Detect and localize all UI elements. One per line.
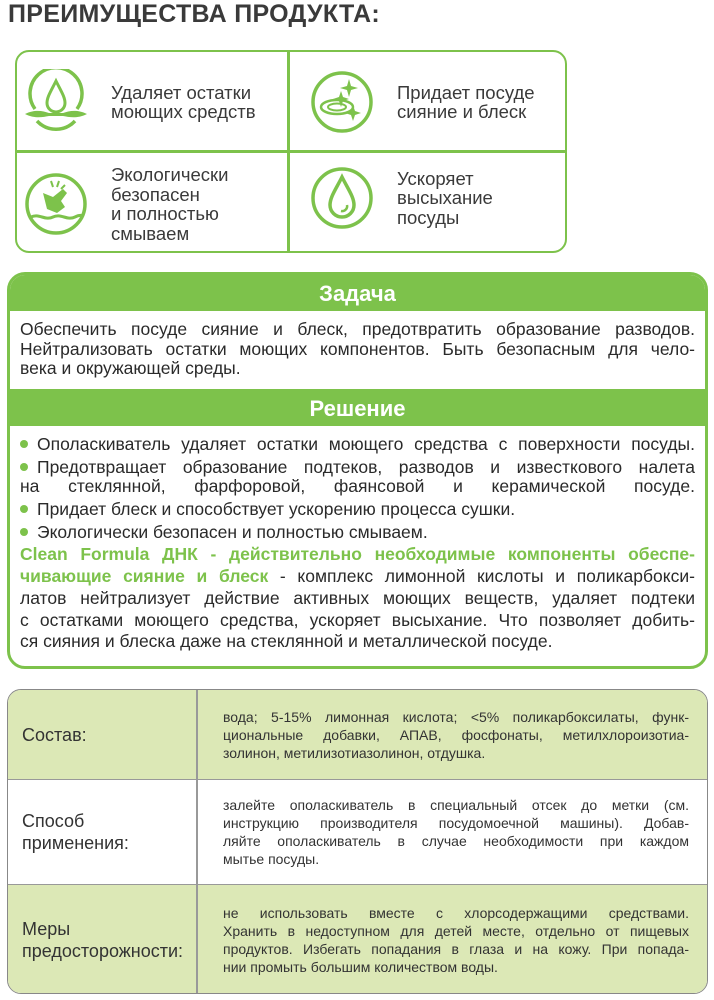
text-line: ляйте ополаскиватель в случае необходимости при каждом [223, 833, 689, 849]
text-line: нии промыть большим количеством воды. [223, 959, 498, 975]
formula-text: - комплекс лимонной кислоты и поликарбокси- [268, 566, 695, 587]
list-item: Придает блеск и способствует ускорению процесса сушки. [37, 499, 516, 520]
benefit-text: посуды [397, 206, 460, 228]
text-line: циональные добавки, АПАВ, фосфонаты, метилхлороизотиа- [223, 726, 689, 743]
formula-text: с остатками моющего средства, ускоряет высыхание. Что позволяет добить- [20, 609, 695, 630]
list-item: Предотвращает образование подтеков, разводов и известкового налета [37, 456, 695, 477]
solution-text [20, 435, 695, 652]
row-label: Меры предосторожности: [22, 919, 184, 961]
solution-heading: Решение [10, 389, 705, 426]
bullet-icon [20, 440, 28, 448]
text-line: не использовать вместе с хлорсодержащими средствами. [223, 905, 689, 921]
benefit-item [309, 165, 493, 231]
text-line: Хранить в недоступном для детей месте, отдельно от пищевых [223, 923, 689, 939]
text-line: инструкцию производителя посудомоечной машины). Добав- [223, 815, 689, 831]
eco-hand-wave-icon [23, 171, 89, 237]
table-row [8, 780, 707, 885]
formula-text: ся сияния и блеска даже на стеклянной и металлической посуде. [20, 631, 553, 652]
text-line: вода; 5-15% лимонная кислота; <5% поликарбоксилаты, функ- [223, 708, 689, 725]
benefits-grid [15, 50, 567, 253]
list-item: Экологически безопасен и полностью смываем. [37, 521, 428, 542]
list-item-continued: на стеклянной, фарфоровой, фаянсовой и керамической посуде. [20, 476, 695, 497]
divider [196, 690, 198, 779]
sparkle-plate-icon [309, 69, 375, 135]
formula-highlight: Clean Formula ДНК - действительно необходимые компоненты обеспе- [20, 544, 695, 565]
task-text [20, 320, 695, 379]
divider [196, 780, 198, 884]
benefit-text: и полностью [111, 203, 219, 224]
drop-hands-icon [23, 69, 89, 135]
table-row [8, 690, 707, 780]
bullet-icon [20, 528, 28, 536]
bullet-icon [20, 505, 28, 513]
page-title: ПРЕИМУЩЕСТВА ПРОДУКТА: [8, 0, 380, 28]
text-line: века и окружающей среды. [20, 358, 241, 379]
drop-icon [309, 165, 375, 231]
row-value [223, 796, 689, 868]
list-item: Ополаскиватель удаляет остатки моющего средства с поверхности посуды. [37, 434, 695, 454]
row-value [223, 904, 689, 976]
row-value [223, 708, 689, 762]
benefit-text: высыхание [397, 187, 493, 209]
benefit-text: Ускоряет [397, 167, 474, 189]
benefit-text: безопасен [111, 183, 200, 205]
text-line: мытье посуды. [223, 851, 320, 867]
text-line: продуктов. Избегать попадания в глаза и на кожу. При попада- [223, 941, 689, 957]
text-line: Обеспечить посуде сияние и блеск, предотвратить образование разводов. [20, 319, 695, 339]
divider [17, 150, 565, 153]
benefit-text: смываем [111, 222, 190, 244]
benefit-text: моющих средств [111, 101, 256, 122]
benefit-text: сияние и блеск [397, 101, 527, 122]
row-label: Состав: [22, 724, 87, 745]
formula-text: латов нейтрализует действие активных моющих веществ, удаляет подтеки [20, 587, 695, 608]
benefit-item [309, 69, 535, 135]
task-heading: Задача [10, 275, 705, 311]
benefit-item [23, 165, 228, 243]
benefit-text: Удаляет остатки [111, 81, 252, 103]
text-line: Нейтрализовать остатки моющих компонентов. Быть безопасным для чело- [20, 338, 695, 359]
table-row [8, 885, 707, 994]
row-label: Способ применения: [22, 811, 129, 853]
benefit-text: Экологически [111, 164, 229, 185]
task-solution-panel [7, 272, 708, 669]
benefit-text: Придает посуде [397, 81, 535, 103]
divider [196, 885, 198, 994]
bullet-icon [20, 463, 28, 471]
text-line: залейте ополаскиватель в специальный отсек до метки (см. [223, 797, 689, 813]
text-line: золинон, метилизотиазолинон, отдушка. [223, 744, 486, 761]
formula-highlight: чивающие сияние и блеск [20, 566, 269, 587]
benefit-item [23, 69, 256, 135]
product-info-table [7, 689, 708, 994]
